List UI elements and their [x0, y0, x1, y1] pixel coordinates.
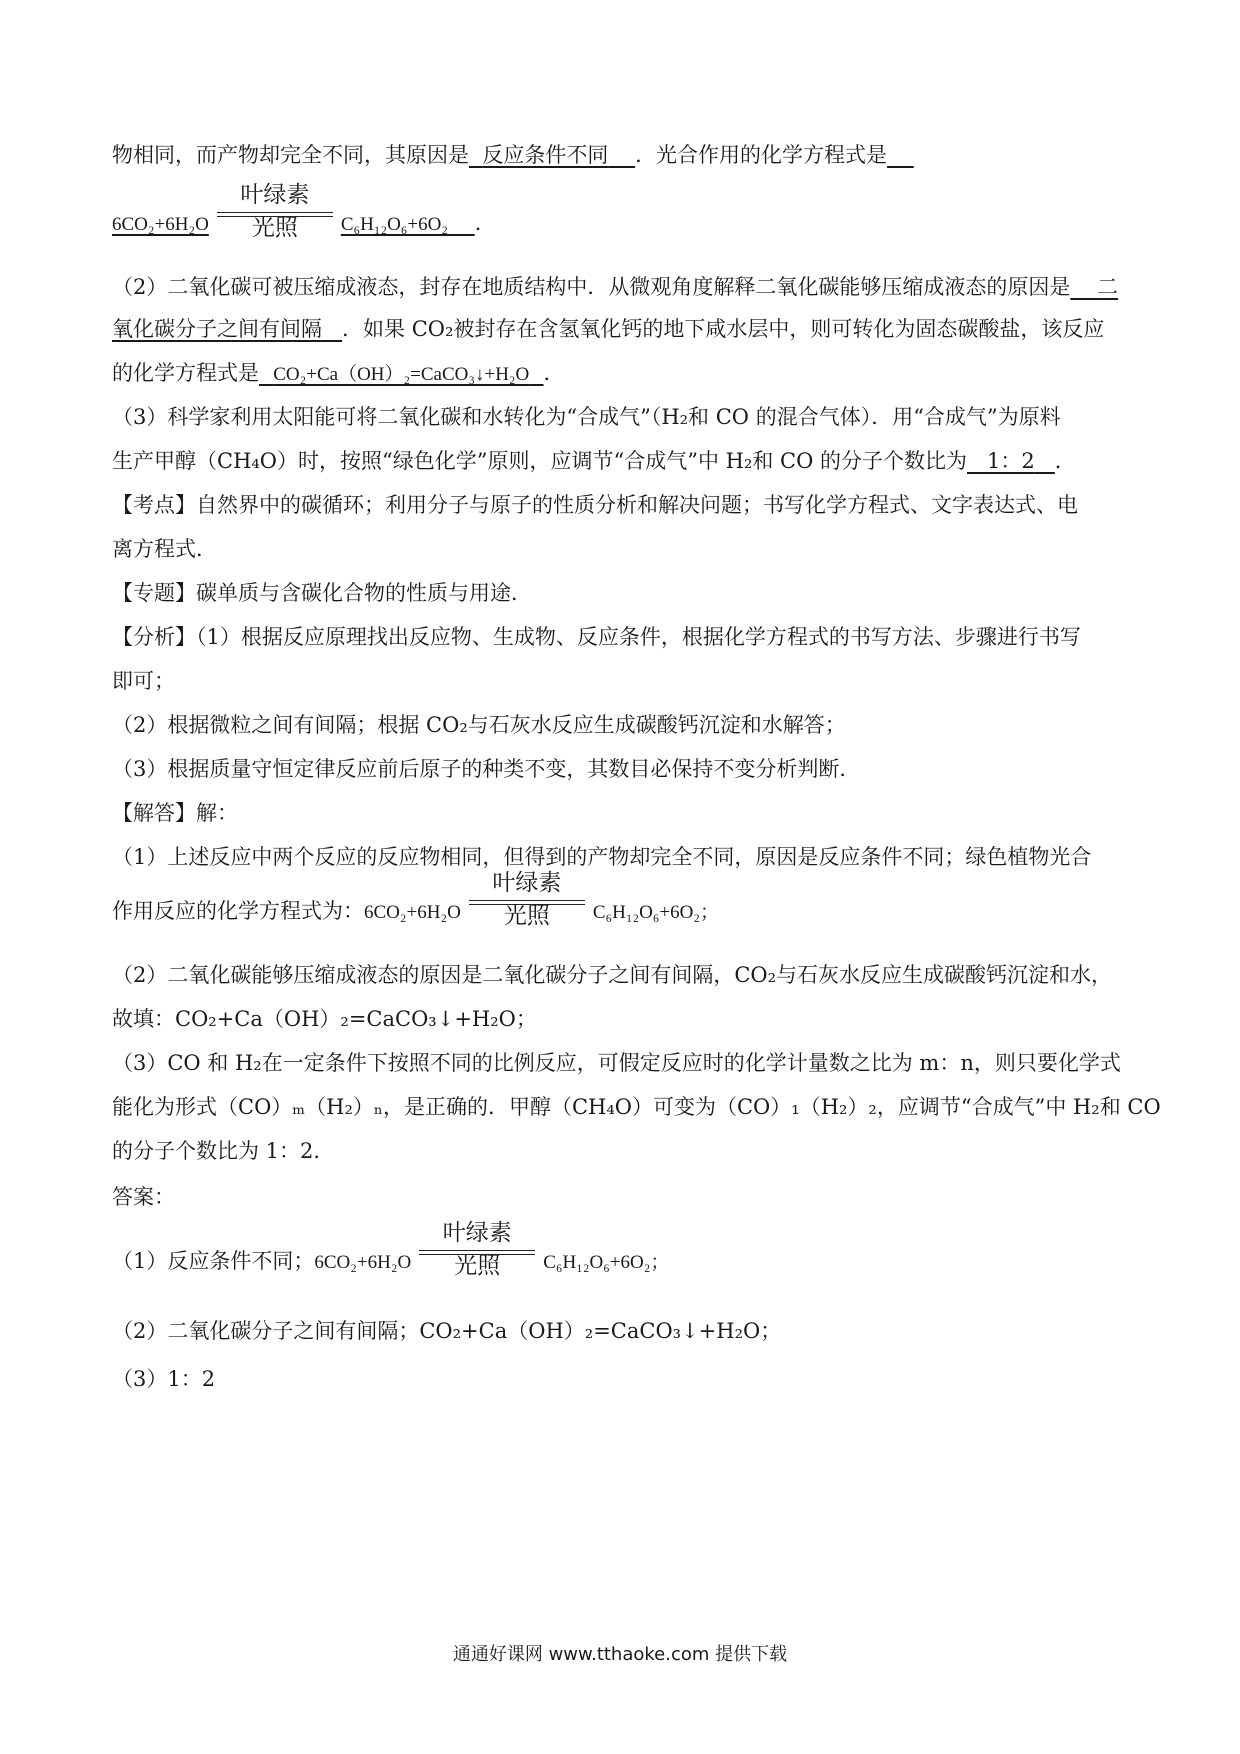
daan-a1: （1）反应条件不同；6CO₂+6H₂O 叶绿素 光照 C₆H₁₂O₆+6O₂；	[112, 1219, 670, 1279]
jieda-s1-line-1: （1）上述反应中两个反应的反应物相同，但得到的产物却完全不同，原因是反应条件不同；绿色植物光合	[112, 845, 1092, 869]
jieda-s3-line-1: （3）CO 和 H₂在一定条件下按照不同的比例反应，可假定反应时的化学计量数之比为 m：n，则只要化学式	[112, 1051, 1121, 1075]
part3-line-1: （3）科学家利用太阳能可将二氧化碳和水转化为“合成气”（H₂和 CO 的混合气体）．用“合成气”为原料	[112, 405, 1061, 429]
jieda-s1-line-2: 作用反应的化学方程式为：6CO₂+6H₂O 叶绿素 光照 C₆H₁₂O₆+6O₂；	[112, 869, 719, 929]
fenxi-line-3: （2）根据微粒之间有间隔；根据 CO₂与石灰水反应生成碳酸钙沉淀和水解答；	[112, 713, 846, 737]
jieda-s2-line-1: （2）二氧化碳能够压缩成液态的原因是二氧化碳分子之间有间隔，CO₂与石灰水反应生成碳酸钙沉淀和水，	[112, 963, 1113, 987]
reaction-condition: 叶绿素 光照	[419, 1248, 535, 1278]
blank-answer-condition: 反应条件不同	[482, 143, 609, 167]
page-footer: 通通好课网 www.tthaoke.com 提供下载	[452, 1644, 788, 1665]
kaodian-line-1: 【考点】自然界中的碳循环；利用分子与原子的性质分析和解决问题；书写化学方程式、文字表达式、电	[112, 493, 1078, 517]
part2-line-2: 氧化碳分子之间有间隔 ．如果 CO₂被封存在含氢氧化钙的地下咸水层中，则可转化为固态碳酸盐，该反应	[112, 317, 1105, 341]
kaodian-line-2: 离方程式．	[112, 537, 217, 561]
jieda-s3-line-3: 的分子个数比为 1：2.	[112, 1139, 321, 1163]
photosynthesis-equation: 6CO₂+6H₂O 叶绿素 光照 C₆H₁₂O₆+6O₂ ．	[112, 181, 496, 241]
fenxi-line-1: 【分析】（1）根据反应原理找出反应物、生成物、反应条件，根据化学方程式的书写方法、步骤进行书写	[112, 625, 1081, 649]
daan-a2: （2）二氧化碳分子之间有间隔；CO₂+Ca（OH）₂=CaCO₃↓+H₂O；	[112, 1319, 782, 1343]
answer-line-1: 物相同，而产物却完全不同，其原因是 反应条件不同 ．光合作用的化学方程式是	[112, 143, 888, 167]
daan-a3: （3）1：2	[112, 1367, 216, 1391]
daan-heading: 答案：	[112, 1185, 175, 1209]
jieda-s3-line-2: 能化为形式（CO）ₘ（H₂）ₙ，是正确的．甲醇（CH₄O）可变为（CO）₁（H₂）₂，应调节“合成气”中 H₂和 CO	[112, 1095, 1161, 1119]
part2-line-3: 的化学方程式是 CO₂+Ca（OH）₂=CaCO₃↓+H₂O ．	[112, 361, 565, 385]
zhuanti-line: 【专题】碳单质与含碳化合物的性质与用途．	[112, 581, 532, 605]
fenxi-line-2: 即可；	[112, 669, 175, 693]
part2-line-1: （2）二氧化碳可被压缩成液态，封存在地质结构中．从微观角度解释二氧化碳能够压缩成液态的原因是 二	[112, 275, 1119, 299]
jieda-heading: 【解答】解：	[112, 801, 238, 825]
part3-line-2: 生产甲醇（CH₄O）时，按照“绿色化学”原则，应调节“合成气”中 H₂和 CO 的分子个数比为 1：2 ．	[112, 449, 1076, 473]
jieda-s2-line-2: 故填：CO₂+Ca（OH）₂=CaCO₃↓+H₂O；	[112, 1007, 537, 1031]
reaction-condition: 叶绿素 光照	[217, 210, 333, 240]
reaction-condition: 叶绿素 光照	[469, 898, 585, 928]
fenxi-line-4: （3）根据质量守恒定律反应前后原子的种类不变，其数目必保持不变分析判断．	[112, 757, 861, 781]
